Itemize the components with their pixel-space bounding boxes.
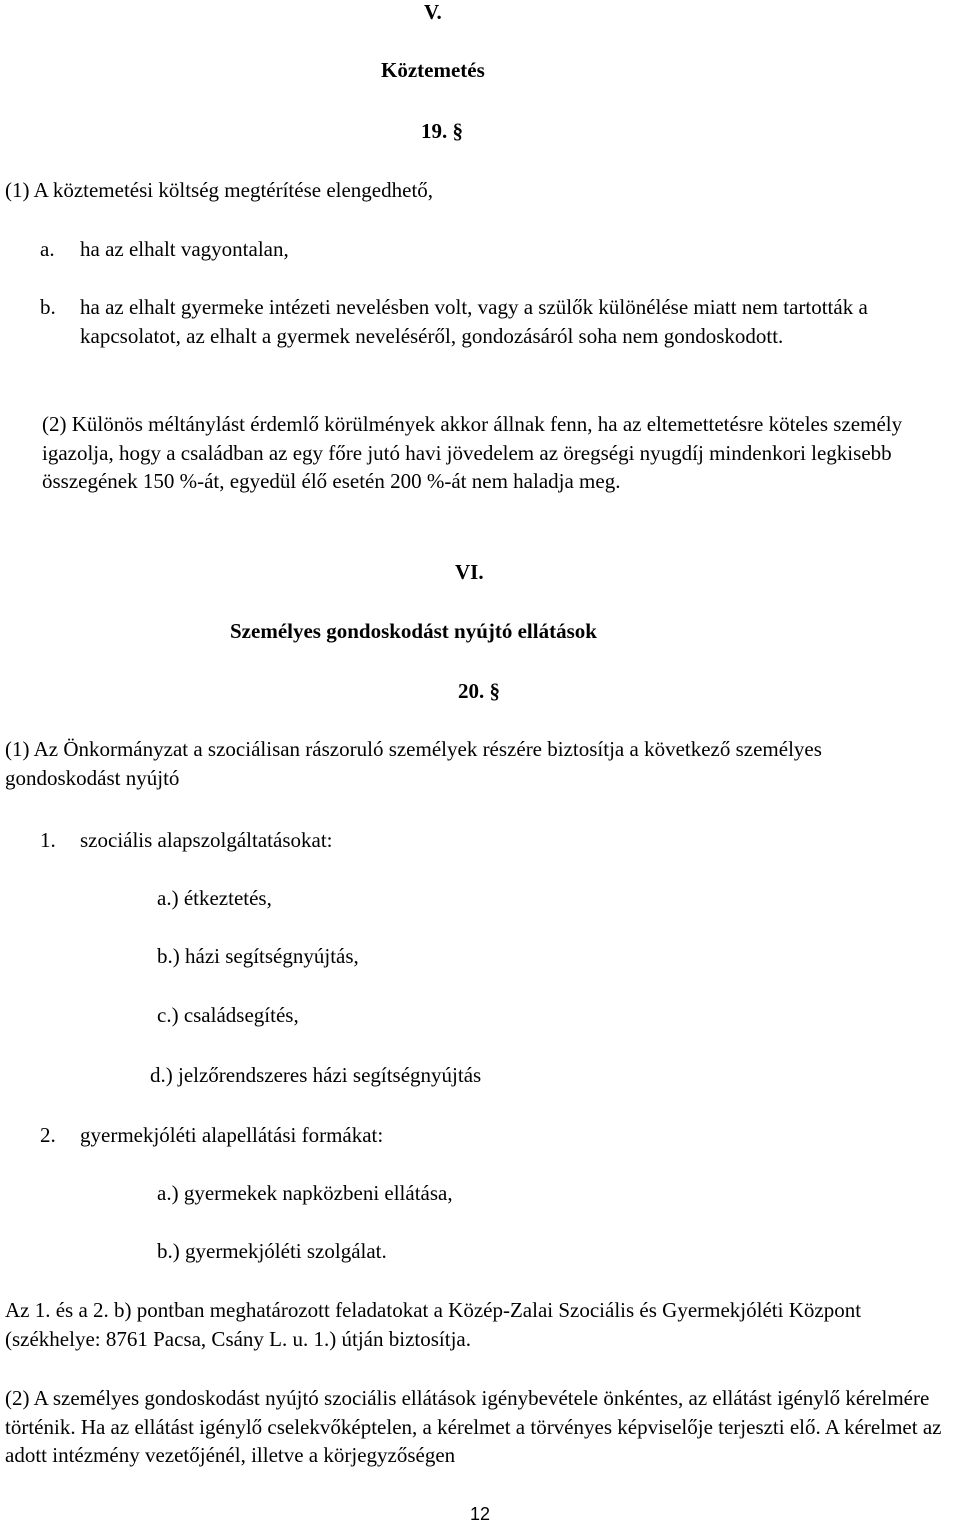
list1-label: szociális alapszolgáltatásokat: xyxy=(80,828,333,852)
list1-item-b: b.) házi segítségnyújtás, xyxy=(157,944,359,968)
list2-marker: 2. xyxy=(40,1123,56,1147)
list-marker-a: a. xyxy=(40,237,55,261)
list2-label: gyermekjóléti alapellátási formákat: xyxy=(80,1123,384,1147)
provider-note: Az 1. és a 2. b) pontban meghatározott feladatokat a Közép-Zalai Szociális és Gyermekjóléti Központ (székhelye: 8761 Pacsa, Csány L. u. 1.) útján biztosítja. xyxy=(5,1298,862,1351)
list1-marker: 1. xyxy=(40,828,56,852)
paragraph-20-heading: 20. § xyxy=(458,679,500,703)
section-vi-number: VI. xyxy=(455,560,484,584)
para-19-2: (2) Különös méltánylást érdemlő körülmények akkor állnak fenn, ha az eltemettetésre köteles személy igazolja, hogy a családban az egy főre jutó havi jövedelem az öregségi nyugdíj mindenkori legkisebb összegének 150 %-át, egyedül élő esetén 200 %-át nem haladja meg. xyxy=(42,412,903,494)
para-20-1-intro: (1) Az Önkormányzat a szociálisan rászoruló személyek részére biztosítja a következő személyes gondoskodást nyújtó xyxy=(5,737,822,790)
section-vi-title: Személyes gondoskodást nyújtó ellátások xyxy=(230,619,597,643)
list1-item-d: d.) jelzőrendszeres házi segítségnyújtás xyxy=(150,1063,482,1087)
para-20-2: (2) A személyes gondoskodást nyújtó szociális ellátások igénybevétele önkéntes, az ellátást igénylő kérelmére történik. Ha az ellátást igénylő cselekvőképtelen, a kérelmet a törvényes képviselője terjeszti elő. A kérelmet az adott intézmény vezetőjénél, illetve a körjegyzőségen xyxy=(5,1386,942,1468)
list2-item-a: a.) gyermekek napközbeni ellátása, xyxy=(157,1181,453,1205)
para-19-1-intro: (1) A köztemetési költség megtérítése elengedhető, xyxy=(5,178,434,202)
list-marker-b: b. xyxy=(40,295,56,319)
paragraph-19-heading: 19. § xyxy=(421,119,463,143)
page-number: 12 xyxy=(469,1504,491,1524)
list1-item-c: c.) családsegítés, xyxy=(157,1003,299,1027)
list2-item-b: b.) gyermekjóléti szolgálat. xyxy=(157,1239,387,1263)
list-item-a: ha az elhalt vagyontalan, xyxy=(80,237,289,261)
section-v-number: V. xyxy=(424,0,442,24)
list-item-b: ha az elhalt gyermeke intézeti nevelésben volt, vagy a szülők különélése miatt nem tartották a kapcsolatot, az elhalt a gyermek neveléséről, gondozásáról soha nem gondoskodott. xyxy=(80,295,868,348)
list1-item-a: a.) étkeztetés, xyxy=(157,886,272,910)
section-v-title: Köztemetés xyxy=(381,58,485,82)
